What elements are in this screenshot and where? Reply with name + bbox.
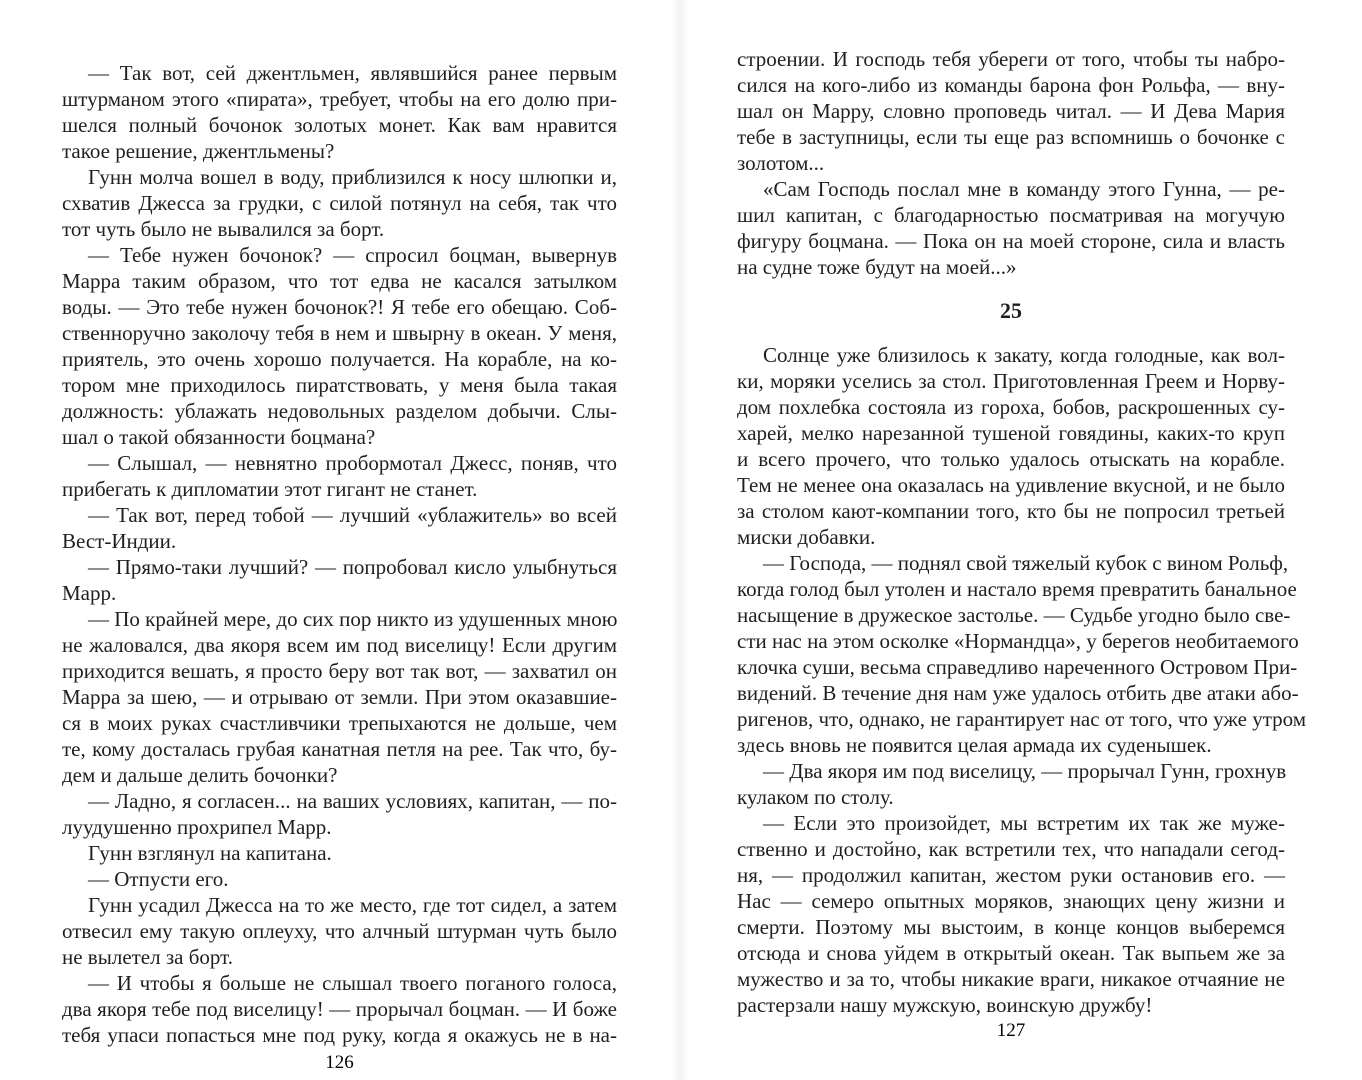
text-line: дом похлебка состояла из гороха, бобов, раскрошенных су- — [737, 395, 1285, 419]
text-line: не жаловался, два якоря всем им под виселицу! Если другим — [62, 633, 617, 657]
text-line: — Так вот, сей джентльмен, являвшийся ранее первым — [88, 61, 617, 85]
text-line: приходится вешать, я просто беру вот так вот, — захватил он — [62, 659, 617, 683]
text-line: дем и дальше делить бочонки? — [62, 763, 338, 787]
text-line: не вылетел за борт. — [62, 945, 233, 969]
text-line: Марра за шею, — и отрываю от земли. При этом оказавшие- — [62, 685, 617, 709]
text-line: Марр. — [62, 581, 117, 605]
text-line: Солнце уже близилось к закату, когда голодные, как вол- — [763, 343, 1285, 367]
text-line: клочка суши, весьма справедливо нареченного Островом При- — [737, 655, 1298, 679]
text-line: смерти. Поэтому мы выстоим, в конце концов выберемся — [737, 915, 1285, 939]
page-number-left: 126 — [325, 1052, 354, 1073]
text-line: должность: ублажать недовольных разделом добычи. Слы- — [62, 399, 617, 423]
text-line: схватив Джесса за грудки, с силой потянул на себя, так что — [62, 191, 617, 215]
text-line: воды. — Это тебе нужен бочонок?! Я тебе его обещаю. Соб- — [62, 295, 617, 319]
text-line: отсюда и снова уйдем в открытый океан. Так выпьем же за — [737, 941, 1285, 965]
text-line: Тем не менее она оказалась на удивление вкусной, и не было — [737, 473, 1285, 497]
text-line: мужество и за то, чтобы никакие враги, никакое отчаяние не — [737, 967, 1285, 991]
text-line: Марра таким образом, что тот едва не касался затылком — [62, 269, 617, 293]
text-line: — Прямо-таки лучший? — попробовал кисло улыбнуться — [88, 555, 617, 579]
left-page — [62, 0, 617, 1080]
text-line: — Тебе нужен бочонок? — спросил боцман, вывернув — [88, 243, 617, 267]
text-line: сился на кого-либо из команды барона фон Рольфа, — вну- — [737, 73, 1285, 97]
text-line: — Так вот, перед тобой — лучший «ублажитель» во всей — [88, 503, 617, 527]
text-line: шал о такой обязанности боцмана? — [62, 425, 376, 449]
text-line: золотом... — [737, 151, 825, 175]
text-line: отвесил ему такую оплеуху, что алчный штурман чуть было — [62, 919, 617, 943]
text-line: Гунн усадил Джесса на то же место, где тот сидел, а затем — [88, 893, 617, 917]
text-line: штурманом этого «пирата», требует, чтобы на его долю при- — [62, 87, 617, 111]
text-line: Вест-Индии. — [62, 529, 177, 553]
text-line: тот чуть было не вывалился за борт. — [62, 217, 385, 241]
text-line: строении. И господь тебя убереги от того, чтобы ты набро- — [737, 47, 1285, 71]
text-line: и всего прочего, что только удалось отыскать на корабле. — [737, 447, 1285, 471]
page-gutter — [672, 0, 688, 1080]
text-line: харей, мелко нарезанной тушеной говядины, каких-то круп — [737, 421, 1285, 445]
text-line: — По крайней мере, до сих пор никто из удушенных мною — [88, 607, 618, 631]
text-line: ки, моряки уселись за стол. Приготовленная Греем и Норву- — [737, 369, 1285, 393]
text-line: когда голод был утолен и настало время превратить банальное — [737, 577, 1297, 601]
text-line: ся в моих руках счастливчики трепыхаются не дольше, чем — [62, 711, 617, 735]
text-line: прибегать к дипломатии этот гигант не станет. — [62, 477, 478, 501]
text-line: насыщение в дружеское застолье. — Судьбе угодно было све- — [737, 603, 1291, 627]
text-line: видений. В течение дня нам уже удалось отбить две атаки або- — [737, 681, 1299, 705]
right-page — [737, 0, 1307, 1080]
chapter-number: 25 — [1000, 298, 1022, 323]
text-line: такое решение, джентльмены? — [62, 139, 335, 163]
text-line: — Отпусти его. — [88, 867, 229, 891]
text-line: ственноручно заколочу тебя в нем и швырну в океан. У меня, — [62, 321, 617, 345]
text-line: на судне тоже будут на моей...» — [737, 255, 1017, 279]
text-line: тебя упаси попасться мне под руку, когда я окажусь не в на- — [62, 1023, 617, 1047]
text-line: ригенов, что, однако, не гарантирует нас от того, что уже утром — [737, 707, 1307, 731]
text-line: здесь вновь не появится целая армада их суденышек. — [737, 733, 1212, 757]
text-line: луудушенно прохрипел Марр. — [62, 815, 332, 839]
text-line: тебе в заступницы, если ты еще раз вспомнишь о бочонке с — [737, 125, 1285, 149]
text-line: — Слышал, — невнятно пробормотал Джесс, поняв, что — [88, 451, 617, 475]
text-line: Гунн молча вошел в воду, приблизился к носу шлюпки и, — [88, 165, 617, 189]
text-line: шелся полный бочонок золотых монет. Как вам нравится — [62, 113, 617, 137]
text-line: — Два якоря им под виселицу, — прорычал Гунн, грохнув — [763, 759, 1287, 783]
text-line: «Сам Господь послал мне в команду этого Гунна, — ре- — [763, 177, 1285, 201]
text-line: — И чтобы я больше не слышал твоего поганого голоса, — [88, 971, 617, 995]
text-line: — Если это произойдет, мы встретим их так же муже- — [763, 811, 1285, 835]
text-line: тором мне приходилось пиратствовать, у меня была такая — [62, 373, 617, 397]
text-line: Гунн взглянул на капитана. — [88, 841, 332, 865]
text-line: — Господа, — поднял свой тяжелый кубок с вином Рольф, — [763, 551, 1289, 575]
text-line: миски добавки. — [737, 525, 876, 549]
text-line: за столом кают-компании того, кто бы не попросил третьей — [737, 499, 1285, 523]
text-line: приятель, это очень хорошо получается. На корабле, на ко- — [62, 347, 617, 371]
page-number-right: 127 — [996, 1020, 1026, 1041]
text-line: — Ладно, я согласен... на ваших условиях, капитан, — по- — [88, 789, 617, 813]
text-line: шил капитан, с благодарностью посматривая на могучую — [737, 203, 1285, 227]
text-line: шал он Марру, словно проповедь читал. — И Дева Мария — [737, 99, 1285, 123]
text-line: сти нас на этом осколке «Нормандца», у берегов необитаемого — [737, 629, 1299, 653]
text-line: фигуру боцмана. — Пока он на моей стороне, сила и власть — [737, 229, 1285, 253]
text-line: кулаком по столу. — [737, 785, 894, 809]
text-line: те, кому досталась грубая канатная петля на рее. Так что, бу- — [62, 737, 617, 761]
text-line: Нас — семеро опытных моряков, знающих цену жизни и — [737, 889, 1285, 913]
text-line: ня, — продолжил капитан, жестом руки остановив его. — — [737, 863, 1285, 887]
text-line: два якоря тебе под виселицу! — прорычал боцман. — И боже — [62, 997, 617, 1021]
text-line: ственно и достойно, как встретили тех, что нападали сегод- — [737, 837, 1285, 861]
text-line: растерзали нашу мужскую, воинскую дружбу! — [737, 993, 1153, 1017]
